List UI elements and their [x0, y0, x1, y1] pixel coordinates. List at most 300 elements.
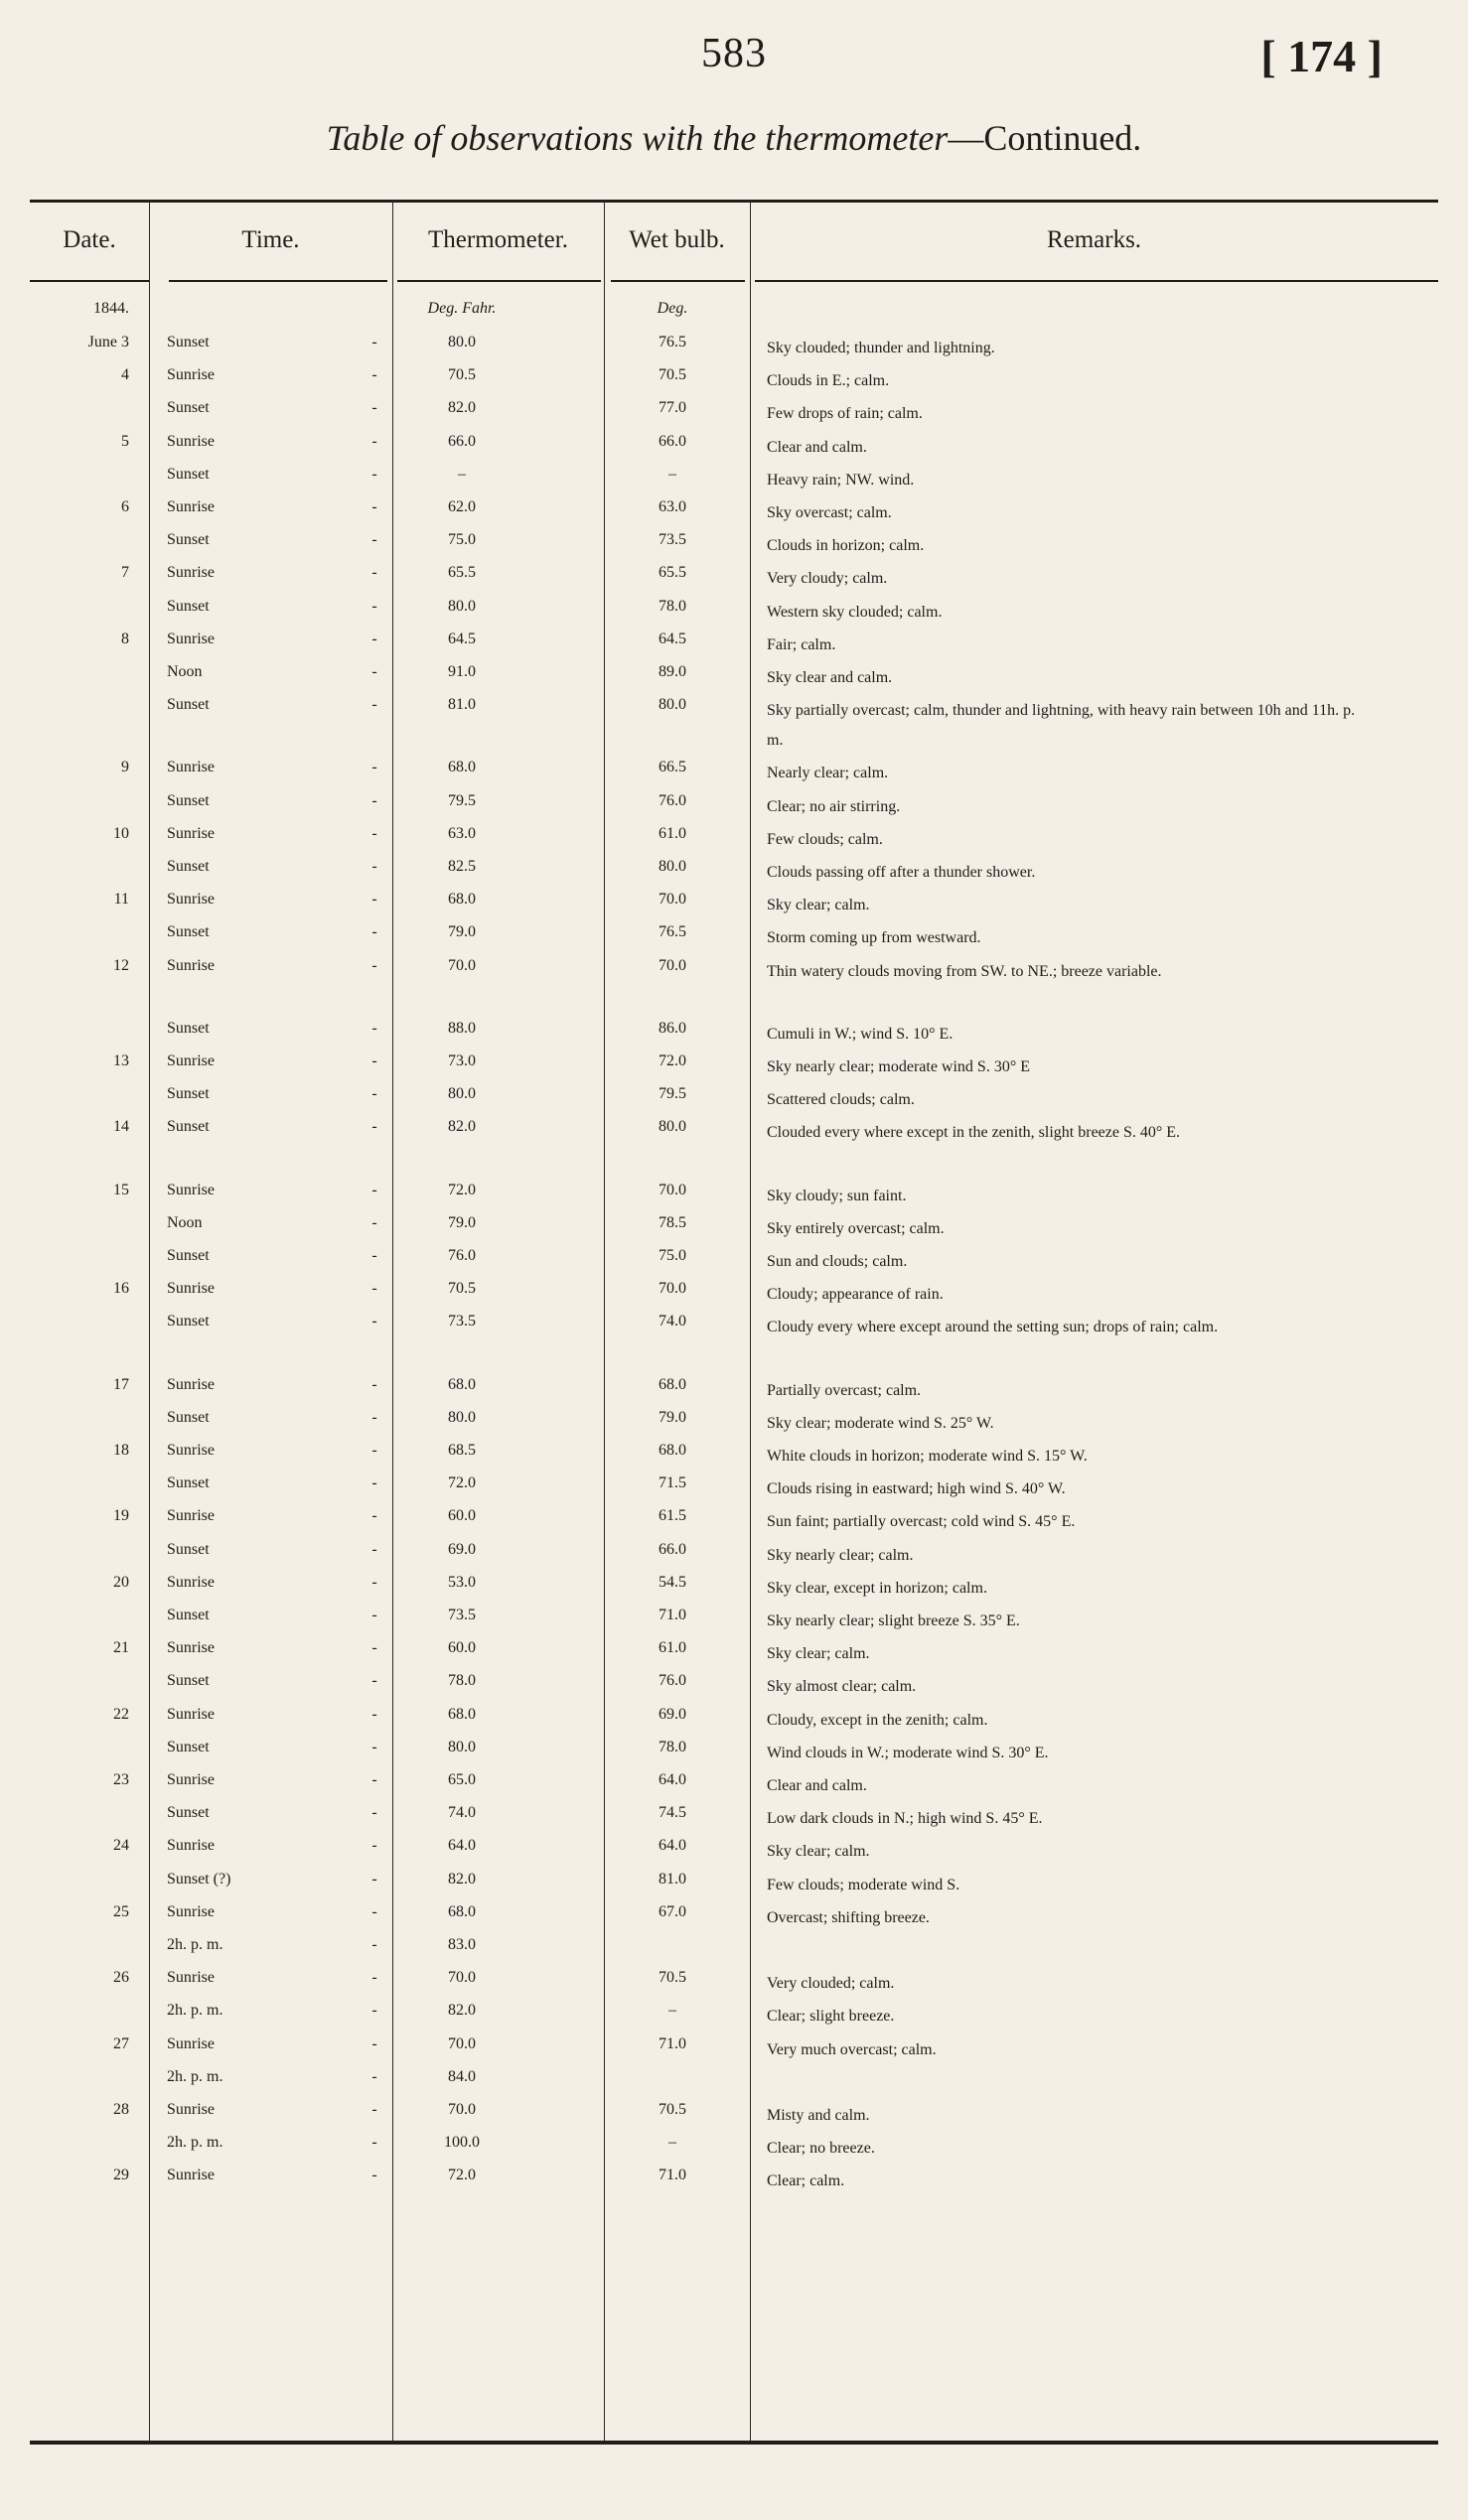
remarks-cell: Very cloudy; calm.: [767, 570, 888, 588]
time-cell: Sunset: [167, 696, 210, 714]
leader-dash: -: [371, 1969, 377, 1987]
time-cell: Sunrise: [167, 630, 215, 647]
leader-dash: -: [371, 1804, 377, 1822]
thermometer-cell: 68.5: [448, 1442, 476, 1459]
date-cell: 16: [113, 1280, 129, 1298]
date-cell: 25: [113, 1902, 129, 1920]
wet-bulb-cell: 77.0: [659, 399, 686, 417]
wet-bulb-cell: 66.0: [659, 1540, 686, 1558]
table-row: [0, 1376, 1468, 1409]
remarks-cell: Sky clear, except in horizon; calm.: [767, 1579, 987, 1597]
time-cell: Sunset: [167, 1313, 210, 1330]
date-cell: 20: [113, 1573, 129, 1591]
table-row: [0, 598, 1468, 630]
leader-dash: -: [371, 2134, 377, 2152]
thermometer-cell: 63.0: [448, 824, 476, 842]
time-cell: Sunrise: [167, 1181, 215, 1198]
wet-bulb-cell: 76.5: [659, 334, 686, 350]
remarks-cell: Storm coming up from westward.: [767, 929, 981, 947]
leader-dash: -: [371, 1738, 377, 1755]
wet-bulb-cell: 76.0: [659, 1672, 686, 1690]
remarks-cell: Clear and calm.: [767, 1777, 867, 1794]
leader-dash: -: [371, 1902, 377, 1920]
time-cell: Sunset: [167, 1672, 210, 1690]
table-row: [0, 1442, 1468, 1474]
time-cell: Sunset: [167, 1607, 210, 1623]
thermometer-cell: 100.0: [444, 2134, 480, 2152]
date-cell: 10: [113, 824, 129, 842]
wet-bulb-cell: 61.5: [659, 1507, 686, 1525]
table-row: [0, 891, 1468, 923]
table-row: [0, 1837, 1468, 1870]
remarks-cell: Very clouded; calm.: [767, 1975, 895, 1993]
header-remarks: Remarks.: [1046, 226, 1142, 253]
wet-bulb-cell: 79.5: [659, 1085, 686, 1103]
leader-dash: -: [371, 1639, 377, 1657]
wet-bulb-cell: 70.0: [659, 1181, 686, 1198]
time-cell: Sunset: [167, 465, 210, 483]
remarks-cell: Clouds passing off after a thunder shower.: [767, 864, 1036, 881]
time-cell: Sunset: [167, 1085, 210, 1103]
remarks-cell: Low dark clouds in N.; high wind S. 45° E.: [767, 1810, 1043, 1828]
thermometer-cell: 70.0: [448, 1969, 476, 1987]
time-cell: Sunrise: [167, 759, 215, 776]
time-cell: Sunset: [167, 1247, 210, 1264]
leader-dash: -: [371, 564, 377, 582]
thermometer-cell: 68.0: [448, 759, 476, 776]
leader-dash: -: [371, 824, 377, 842]
header-date: Date.: [63, 226, 116, 253]
thermometer-cell: 76.0: [448, 1247, 476, 1264]
leader-dash: -: [371, 531, 377, 549]
table-row: [0, 1672, 1468, 1705]
remarks-cell: Clouds rising in eastward; high wind S. 40° W.: [767, 1480, 1066, 1498]
time-cell: Sunset: [167, 923, 210, 941]
table-row: [0, 1182, 1468, 1214]
leader-dash: -: [371, 1607, 377, 1623]
time-cell: Sunset: [167, 791, 210, 809]
wet-bulb-cell: 81.0: [659, 1870, 686, 1888]
thermometer-cell: 64.5: [448, 630, 476, 647]
date-cell: June 3: [87, 334, 129, 350]
table-row: [0, 1574, 1468, 1607]
remarks-cell: Nearly clear; calm.: [767, 765, 889, 782]
table-row: [0, 1020, 1468, 1052]
wet-bulb-cell: 70.0: [659, 956, 686, 974]
leader-dash: -: [371, 1052, 377, 1069]
thermometer-cell: 73.0: [448, 1052, 476, 1069]
date-cell: 8: [121, 630, 129, 647]
remarks-cell: Sky nearly clear; moderate wind S. 30° E: [767, 1058, 1030, 1075]
thermometer-cell: 72.0: [448, 2167, 476, 2184]
thermometer-cell: 82.0: [448, 1870, 476, 1888]
remarks-cell: Cloudy; appearance of rain.: [767, 1286, 944, 1304]
table-title: [0, 117, 1468, 159]
leader-dash: -: [371, 1313, 377, 1330]
table-row: [0, 696, 1468, 750]
thermometer-cell: 80.0: [448, 597, 476, 615]
remarks-cell: Sky clouded; thunder and lightning.: [767, 340, 995, 356]
header-rule-wet-bulb: [611, 280, 745, 282]
table-row: [0, 466, 1468, 498]
table-row: [0, 1607, 1468, 1639]
time-cell: Sunrise: [167, 2167, 215, 2184]
time-cell: Sunrise: [167, 824, 215, 842]
time-cell: Sunrise: [167, 891, 215, 909]
wet-bulb-cell: 78.0: [659, 597, 686, 615]
wet-bulb-cell: 63.0: [659, 498, 686, 515]
leader-dash: -: [371, 1375, 377, 1393]
thermometer-cell: 82.0: [448, 399, 476, 417]
thermometer-cell: 68.0: [448, 1375, 476, 1393]
wet-bulb-cell: 68.0: [659, 1375, 686, 1393]
table-row: [0, 858, 1468, 891]
wet-bulb-units: Deg.: [657, 300, 688, 317]
leader-dash: -: [371, 366, 377, 384]
leader-dash: -: [371, 1672, 377, 1690]
thermometer-cell: 70.0: [448, 956, 476, 974]
wet-bulb-cell: 80.0: [659, 1118, 686, 1136]
thermometer-cell: 80.0: [448, 1738, 476, 1755]
leader-dash: -: [371, 1771, 377, 1788]
leader-dash: -: [371, 1474, 377, 1492]
wet-bulb-cell: 64.0: [659, 1837, 686, 1855]
wet-bulb-cell: 80.0: [659, 858, 686, 875]
remarks-cell: Partially overcast; calm.: [767, 1381, 922, 1399]
time-cell: Sunset: [167, 1474, 210, 1492]
leader-dash: -: [371, 432, 377, 450]
leader-dash: -: [371, 791, 377, 809]
remarks-cell: Sun faint; partially overcast; cold wind S. 45° E.: [767, 1513, 1076, 1531]
wet-bulb-cell: 70.5: [659, 1969, 686, 1987]
thermometer-units: Deg. Fahr.: [427, 300, 497, 317]
date-cell: 4: [121, 366, 129, 384]
bracketed-page-number: [ 174 ]: [1260, 31, 1383, 81]
thermometer-cell: 91.0: [448, 663, 476, 680]
leader-dash: -: [371, 1085, 377, 1103]
time-cell: Sunrise: [167, 2101, 215, 2118]
remarks-cell: Heavy rain; NW. wind.: [767, 471, 915, 489]
thermometer-cell: 73.5: [448, 1607, 476, 1623]
wet-bulb-cell: 86.0: [659, 1019, 686, 1037]
remarks-cell: Very much overcast; calm.: [767, 2040, 937, 2058]
leader-dash: -: [371, 1442, 377, 1459]
date-cell: 24: [113, 1837, 129, 1855]
time-cell: Sunrise: [167, 1375, 215, 1393]
remarks-cell: Clear and calm.: [767, 438, 867, 456]
leader-dash: -: [371, 1213, 377, 1231]
remarks-cell: Sky nearly clear; slight breeze S. 35° E.: [767, 1612, 1020, 1629]
time-cell: 2h. p. m.: [167, 2134, 223, 2152]
time-cell: Sunrise: [167, 1507, 215, 1525]
wet-bulb-cell: 78.0: [659, 1738, 686, 1755]
date-cell: 6: [121, 498, 129, 515]
leader-dash: -: [371, 1936, 377, 1953]
table-row: [0, 2068, 1468, 2101]
table-row: [0, 1507, 1468, 1540]
leader-dash: -: [371, 663, 377, 680]
wet-bulb-cell: 61.0: [659, 824, 686, 842]
table-row: [0, 531, 1468, 564]
table-row: [0, 2035, 1468, 2068]
thermometer-cell: 70.0: [448, 2034, 476, 2052]
time-cell: Sunrise: [167, 1837, 215, 1855]
table-row: [0, 1639, 1468, 1672]
wet-bulb-cell: 74.5: [659, 1804, 686, 1822]
table-row: [0, 1969, 1468, 2002]
wet-bulb-cell: 61.0: [659, 1639, 686, 1657]
leader-dash: -: [371, 399, 377, 417]
time-cell: Sunset: [167, 1408, 210, 1426]
table-row: [0, 759, 1468, 791]
header-rule-time: [169, 280, 387, 282]
thermometer-cell: 66.0: [448, 432, 476, 450]
leader-dash: -: [371, 1247, 377, 1264]
date-cell: 13: [113, 1052, 129, 1069]
table-bottom-rule: [30, 2441, 1438, 2445]
leader-dash: -: [371, 1181, 377, 1198]
time-cell: Sunrise: [167, 1280, 215, 1298]
wet-bulb-cell: 65.5: [659, 564, 686, 582]
wet-bulb-cell: 71.0: [659, 2034, 686, 2052]
remarks-cell: Clear; slight breeze.: [767, 2008, 895, 2026]
thermometer-cell: 80.0: [448, 334, 476, 350]
date-cell: 18: [113, 1442, 129, 1459]
leader-dash: -: [371, 2101, 377, 2118]
thermometer-cell: 74.0: [448, 1804, 476, 1822]
wet-bulb-cell: 89.0: [659, 663, 686, 680]
remarks-cell: Sky overcast; calm.: [767, 504, 892, 521]
wet-bulb-cell: 67.0: [659, 1902, 686, 1920]
leader-dash: -: [371, 334, 377, 350]
wet-bulb-cell: 69.0: [659, 1705, 686, 1723]
date-cell: 26: [113, 1969, 129, 1987]
leader-dash: -: [371, 891, 377, 909]
table-title-continued: —Continued.: [948, 118, 1142, 158]
thermometer-cell: 60.0: [448, 1507, 476, 1525]
leader-dash: -: [371, 498, 377, 515]
leader-dash: -: [371, 1507, 377, 1525]
wet-bulb-cell: 79.0: [659, 1408, 686, 1426]
leader-dash: -: [371, 923, 377, 941]
thermometer-cell: 70.0: [448, 2101, 476, 2118]
table-row: [0, 366, 1468, 399]
time-cell: Sunrise: [167, 1902, 215, 1920]
table-row: [0, 1409, 1468, 1442]
table-row: [0, 1936, 1468, 1969]
remarks-cell: Sky almost clear; calm.: [767, 1678, 917, 1696]
thermometer-cell: 82.0: [448, 2002, 476, 2020]
leader-dash: -: [371, 1540, 377, 1558]
thermometer-cell: 88.0: [448, 1019, 476, 1037]
date-cell: 19: [113, 1507, 129, 1525]
remarks-cell: Overcast; shifting breeze.: [767, 1908, 930, 1926]
remarks-cell: Misty and calm.: [767, 2107, 870, 2124]
wet-bulb-cell: 70.0: [659, 891, 686, 909]
date-cell: 15: [113, 1181, 129, 1198]
table-row: [0, 923, 1468, 956]
time-cell: Sunset: [167, 1738, 210, 1755]
wet-bulb-cell: 64.0: [659, 1771, 686, 1788]
remarks-cell: Few clouds; moderate wind S.: [767, 1876, 960, 1893]
time-cell: Sunrise: [167, 366, 215, 384]
remarks-cell: Sky entirely overcast; calm.: [767, 1219, 945, 1237]
header-rule-date: [30, 280, 149, 282]
time-cell: Sunrise: [167, 1639, 215, 1657]
table-row: [0, 1739, 1468, 1771]
date-cell: 9: [121, 759, 129, 776]
time-cell: Sunrise: [167, 2034, 215, 2052]
table-row: [0, 792, 1468, 825]
thermometer-cell: 80.0: [448, 1085, 476, 1103]
time-cell: Sunrise: [167, 1052, 215, 1069]
table-row: [0, 1541, 1468, 1574]
thermometer-cell: –: [458, 465, 466, 483]
wet-bulb-cell: 71.0: [659, 1607, 686, 1623]
table-row: [0, 1706, 1468, 1739]
time-cell: Noon: [167, 663, 203, 680]
leader-dash: -: [371, 597, 377, 615]
leader-dash: -: [371, 2002, 377, 2020]
thermometer-cell: 84.0: [448, 2067, 476, 2085]
remarks-cell: Thin watery clouds moving from SW. to NE.; breeze variable.: [767, 962, 1162, 980]
thermometer-cell: 79.0: [448, 1213, 476, 1231]
table-row: [0, 1280, 1468, 1313]
leader-dash: -: [371, 696, 377, 714]
table-row: [0, 433, 1468, 466]
wet-bulb-cell: 68.0: [659, 1442, 686, 1459]
date-cell: 5: [121, 432, 129, 450]
remarks-cell: Fair; calm.: [767, 635, 836, 653]
thermometer-cell: 73.5: [448, 1313, 476, 1330]
time-cell: 2h. p. m.: [167, 2002, 223, 2020]
table-row: [0, 957, 1468, 990]
remarks-cell: Wind clouds in W.; moderate wind S. 30° E.: [767, 1744, 1049, 1761]
year-label: 1844.: [93, 300, 129, 317]
table-row: [0, 1313, 1468, 1345]
date-cell: 21: [113, 1639, 129, 1657]
thermometer-cell: 64.0: [448, 1837, 476, 1855]
thermometer-cell: 70.5: [448, 366, 476, 384]
table-row: [0, 1903, 1468, 1936]
wet-bulb-cell: 73.5: [659, 531, 686, 549]
header-rule-remarks: [755, 280, 1438, 282]
remarks-cell: Sky clear and calm.: [767, 669, 893, 686]
time-cell: 2h. p. m.: [167, 2067, 223, 2085]
time-cell: Sunset: [167, 1804, 210, 1822]
time-cell: Sunrise: [167, 498, 215, 515]
leader-dash: -: [371, 1118, 377, 1136]
remarks-cell: Sky cloudy; sun faint.: [767, 1187, 907, 1204]
remarks-cell: Cloudy, except in the zenith; calm.: [767, 1711, 988, 1729]
wet-bulb-cell: 80.0: [659, 696, 686, 714]
wet-bulb-cell: 78.5: [659, 1213, 686, 1231]
leader-dash: -: [371, 956, 377, 974]
time-cell: Noon: [167, 1213, 203, 1231]
thermometer-cell: 79.0: [448, 923, 476, 941]
time-cell: Sunset: [167, 531, 210, 549]
wet-bulb-cell: 54.5: [659, 1573, 686, 1591]
date-cell: 27: [113, 2034, 129, 2052]
remarks-cell: Clear; no air stirring.: [767, 797, 901, 815]
wet-bulb-cell: 71.0: [659, 2167, 686, 2184]
remarks-cell: Sky clear; calm.: [767, 897, 870, 914]
remarks-cell: Sun and clouds; calm.: [767, 1253, 908, 1270]
thermometer-cell: 80.0: [448, 1408, 476, 1426]
date-cell: 14: [113, 1118, 129, 1136]
thermometer-cell: 65.0: [448, 1771, 476, 1788]
units-row: [0, 300, 1468, 333]
leader-dash: -: [371, 1870, 377, 1888]
leader-dash: -: [371, 630, 377, 647]
remarks-cell: Clear; no breeze.: [767, 2140, 875, 2158]
thermometer-cell: 69.0: [448, 1540, 476, 1558]
time-cell: Sunset: [167, 1019, 210, 1037]
table-row: [0, 1804, 1468, 1837]
time-cell: Sunrise: [167, 432, 215, 450]
wet-bulb-cell: 66.5: [659, 759, 686, 776]
thermometer-cell: 60.0: [448, 1639, 476, 1657]
thermometer-cell: 79.5: [448, 791, 476, 809]
table-row: [0, 498, 1468, 531]
wet-bulb-cell: –: [668, 465, 676, 483]
remarks-cell: Sky nearly clear; calm.: [767, 1546, 914, 1564]
remarks-cell: Clouds in E.; calm.: [767, 372, 890, 390]
header-wet-bulb: Wet bulb.: [629, 226, 725, 253]
table-row: [0, 2101, 1468, 2134]
table-row: [0, 663, 1468, 696]
table-row: [0, 630, 1468, 663]
table-row: [0, 564, 1468, 597]
thermometer-cell: 70.5: [448, 1280, 476, 1298]
table-row: [0, 1085, 1468, 1118]
time-cell: Sunrise: [167, 1705, 215, 1723]
table-row: [0, 1871, 1468, 1903]
remarks-cell: Cloudy every where except around the setting sun; drops of rain; calm.: [767, 1319, 1219, 1336]
time-cell: Sunset: [167, 399, 210, 417]
time-cell: Sunset: [167, 858, 210, 875]
wet-bulb-cell: 71.5: [659, 1474, 686, 1492]
header-thermometer: Thermometer.: [428, 226, 568, 253]
thermometer-cell: 75.0: [448, 531, 476, 549]
remarks-cell: Sky clear; calm.: [767, 1843, 870, 1861]
remarks-cell: Cumuli in W.; wind S. 10° E.: [767, 1025, 954, 1043]
time-cell: Sunrise: [167, 1442, 215, 1459]
leader-dash: -: [371, 2067, 377, 2085]
date-cell: 23: [113, 1771, 129, 1788]
table-row: [0, 1247, 1468, 1280]
thermometer-cell: 81.0: [448, 696, 476, 714]
thermometer-cell: 72.0: [448, 1474, 476, 1492]
table-title-italic: Table of observations with the thermometer: [326, 118, 949, 158]
leader-dash: -: [371, 1280, 377, 1298]
leader-dash: -: [371, 1573, 377, 1591]
remarks-cell: Clouded every where except in the zenith, slight breeze S. 40° E.: [767, 1124, 1181, 1142]
table-row: [0, 1771, 1468, 1804]
wet-bulb-cell: 66.0: [659, 432, 686, 450]
table-row: [0, 1214, 1468, 1247]
thermometer-cell: 68.0: [448, 1902, 476, 1920]
remarks-cell: Scattered clouds; calm.: [767, 1091, 915, 1109]
table-row: [0, 2002, 1468, 2034]
thermometer-cell: 68.0: [448, 1705, 476, 1723]
date-cell: 17: [113, 1375, 129, 1393]
thermometer-cell: 83.0: [448, 1936, 476, 1953]
thermometer-cell: 82.5: [448, 858, 476, 875]
wet-bulb-cell: –: [668, 2002, 676, 2020]
table-row: [0, 334, 1468, 366]
header-time: Time.: [241, 226, 300, 253]
